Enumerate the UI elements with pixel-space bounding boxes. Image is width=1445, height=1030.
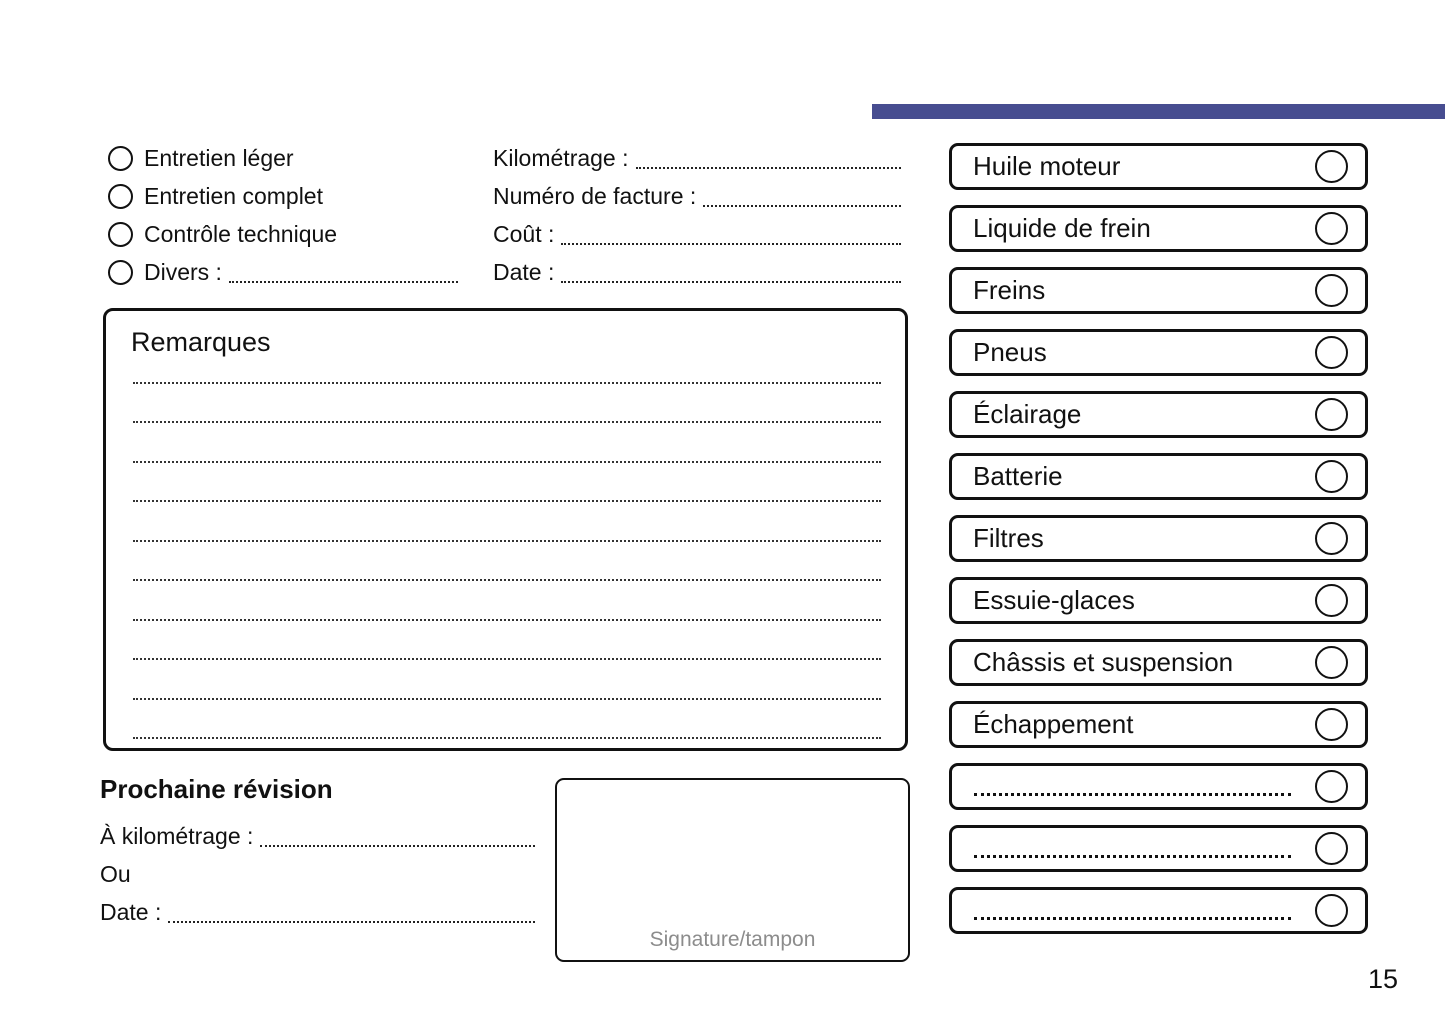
dotted-fill-line (974, 917, 1291, 920)
checklist-item (949, 267, 1368, 314)
service-type-label: Entretien complet (144, 182, 323, 209)
checklist-item (949, 205, 1368, 252)
checklist-item-label: Châssis et suspension (973, 647, 1234, 677)
check-circle[interactable] (1315, 336, 1348, 369)
checklist-item-label: Éclairage (973, 399, 1082, 429)
radio-circle[interactable] (108, 260, 133, 285)
service-type-label: Divers : (144, 258, 222, 285)
next-service-title: Prochaine révision (100, 774, 333, 804)
checklist-item-label: Batterie (973, 461, 1063, 491)
dotted-fill-line (168, 921, 535, 923)
dotted-fill-line (974, 793, 1291, 796)
signature-box (555, 778, 910, 962)
remarks-write-line (133, 502, 881, 542)
remarks-write-line (133, 542, 881, 582)
remarks-write-line (133, 384, 881, 424)
field-label: Coût : (493, 220, 555, 247)
checklist-item (949, 143, 1368, 190)
next-service-label: Ou (100, 860, 131, 887)
remarks-write-line (133, 700, 881, 740)
checklist-item-label: Échappement (973, 709, 1134, 739)
check-circle[interactable] (1315, 770, 1348, 803)
next-service-row (100, 855, 537, 893)
checklist-item (949, 639, 1368, 686)
remarks-write-line (133, 423, 881, 463)
check-circle[interactable] (1315, 274, 1348, 307)
checklist-item-label: Essuie-glaces (973, 585, 1135, 615)
check-circle[interactable] (1315, 398, 1348, 431)
page-number: 15 (1368, 964, 1399, 994)
remarks-write-line (133, 463, 881, 503)
radio-circle[interactable] (108, 184, 133, 209)
remarks-write-line (133, 581, 881, 621)
service-type-option (108, 215, 460, 253)
checklist-item-label: Pneus (973, 337, 1047, 367)
dotted-fill-line (561, 243, 901, 245)
remarks-box (103, 308, 908, 751)
checklist-item-label: Freins (973, 275, 1046, 305)
field-label: Numéro de facture : (493, 182, 697, 209)
radio-circle[interactable] (108, 146, 133, 171)
check-circle[interactable] (1315, 646, 1348, 679)
radio-circle[interactable] (108, 222, 133, 247)
check-circle[interactable] (1315, 584, 1348, 617)
checklist-item (949, 825, 1368, 872)
checklist-item-label: Liquide de frein (973, 213, 1151, 243)
check-circle[interactable] (1315, 212, 1348, 245)
service-type-label: Contrôle technique (144, 220, 338, 247)
remarks-write-line (133, 344, 881, 384)
check-circle[interactable] (1315, 832, 1348, 865)
next-service-section (100, 774, 537, 931)
service-type-label: Entretien léger (144, 144, 294, 171)
check-circle[interactable] (1315, 150, 1348, 183)
dotted-fill-line (974, 855, 1291, 858)
next-service-label: À kilométrage : (100, 822, 254, 849)
check-circle[interactable] (1315, 894, 1348, 927)
inspection-checklist (949, 143, 1368, 949)
checklist-item (949, 329, 1368, 376)
dotted-fill-line (703, 205, 901, 207)
checklist-item (949, 391, 1368, 438)
service-type-option (108, 177, 460, 215)
field-label: Kilométrage : (493, 144, 629, 171)
remarks-title: Remarques (131, 327, 271, 357)
service-type-group (108, 139, 460, 291)
checklist-item-label: Huile moteur (973, 151, 1121, 181)
remarks-write-line (133, 660, 881, 700)
check-circle[interactable] (1315, 708, 1348, 741)
dotted-fill-line (636, 167, 901, 169)
dotted-fill-line (260, 845, 535, 847)
checklist-item (949, 577, 1368, 624)
field-row (493, 215, 903, 253)
next-service-row (100, 817, 537, 855)
field-row (493, 177, 903, 215)
next-service-row (100, 893, 537, 931)
dotted-fill-line (561, 281, 901, 283)
remarks-write-line (133, 621, 881, 661)
field-row (493, 253, 903, 291)
checklist-item (949, 763, 1368, 810)
service-type-option (108, 139, 460, 177)
checklist-item (949, 453, 1368, 500)
check-circle[interactable] (1315, 460, 1348, 493)
checklist-item (949, 515, 1368, 562)
check-circle[interactable] (1315, 522, 1348, 555)
checklist-item (949, 887, 1368, 934)
dotted-fill-line (229, 281, 458, 283)
remarks-lines (133, 344, 881, 739)
signature-label: Signature/tampon (649, 928, 816, 951)
next-service-label: Date : (100, 898, 162, 925)
service-type-option (108, 253, 460, 291)
accent-bar (872, 104, 1445, 119)
checklist-item-label: Filtres (973, 523, 1044, 553)
checklist-item (949, 701, 1368, 748)
next-service-rows (100, 817, 537, 931)
field-label: Date : (493, 258, 555, 285)
field-row (493, 139, 903, 177)
invoice-fields-group (493, 139, 903, 291)
